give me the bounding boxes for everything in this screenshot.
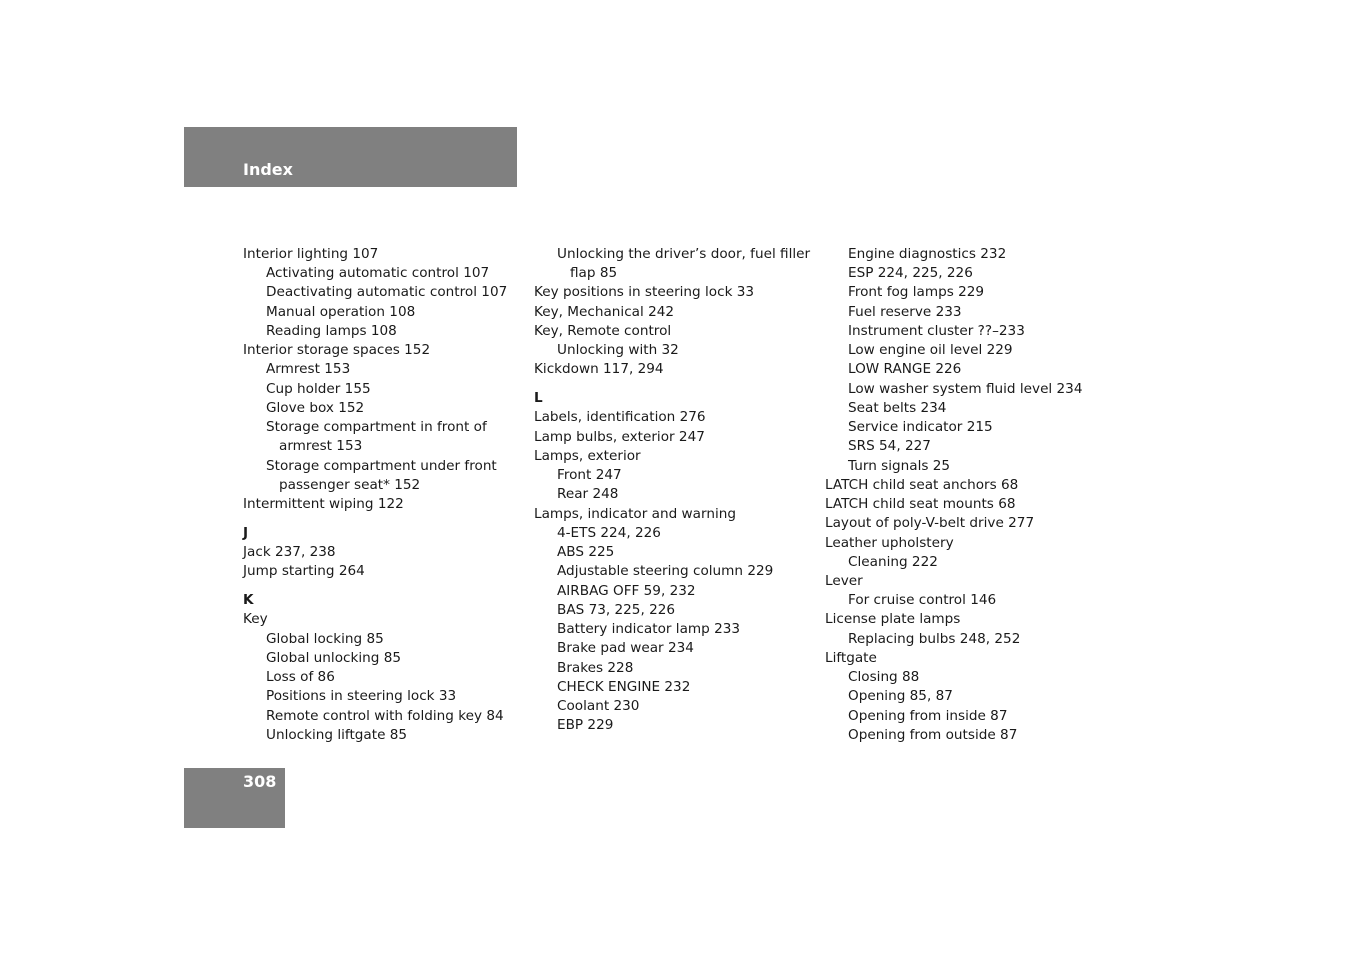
index-header-bar [184, 127, 517, 187]
index-subentry: Global unlocking 85 [266, 649, 401, 666]
index-subentry: SRS 54, 227 [848, 438, 931, 455]
index-subentry: ESP 224, 225, 226 [848, 265, 973, 282]
index-subentry: Global locking 85 [266, 630, 384, 647]
index-subentry: Activating automatic control 107 [266, 265, 490, 282]
index-subentry: Engine diagnostics 232 [848, 246, 1007, 262]
index-subentry: Front fog lamps 229 [848, 284, 985, 301]
index-subentry: Loss of 86 [266, 669, 335, 686]
index-subentry: Remote control with folding key 84 [266, 707, 504, 724]
index-subentry: Cup holder 155 [266, 380, 371, 397]
index-column-2 [534, 245, 819, 735]
page-title: Index [243, 160, 293, 179]
index-entry: Lamp bulbs, exterior 247 [534, 428, 705, 445]
index-subentry: Unlocking liftgate 85 [266, 726, 408, 743]
index-subentry: For cruise control 146 [848, 592, 997, 609]
index-letter-heading: K [243, 592, 254, 609]
index-entry: Layout of poly-V-belt drive 277 [825, 515, 1035, 532]
page-number-box [184, 768, 285, 828]
index-subentry: Coolant 230 [557, 697, 640, 714]
index-entry: Intermittent wiping 122 [243, 496, 404, 513]
index-entry: LATCH child seat anchors 68 [825, 476, 1019, 493]
index-subentry: Replacing bulbs 248, 252 [848, 630, 1021, 647]
index-subentry: Opening 85, 87 [848, 688, 953, 705]
index-subentry: Armrest 153 [266, 361, 351, 378]
index-entry: Leather upholstery [825, 534, 954, 551]
index-subentry: Unlocking the driver’s door, fuel filler [557, 246, 811, 262]
index-entry: Key, Remote control [534, 322, 672, 339]
index-entry: Interior storage spaces 152 [243, 342, 431, 359]
index-subentry: Positions in steering lock 33 [266, 688, 457, 705]
index-subentry: Opening from outside 87 [848, 726, 1018, 743]
index-subentry: Turn signals 25 [848, 457, 951, 474]
index-subentry: Instrument cluster ??–233 [848, 322, 1025, 339]
index-subentry: Storage compartment in front of [266, 419, 487, 436]
index-entry: Key, Mechanical 242 [534, 303, 675, 320]
index-entry: License plate lamps [825, 611, 961, 628]
index-subentry: passenger seat* 152 [279, 476, 421, 493]
index-subentry: EBP 229 [557, 717, 614, 734]
index-subentry: BAS 73, 225, 226 [557, 601, 676, 618]
index-subentry: Reading lamps 108 [266, 322, 397, 339]
index-subentry: Low washer system fluid level 234 [848, 380, 1083, 397]
index-entry: Key positions in steering lock 33 [534, 284, 755, 301]
index-subentry: Rear 248 [557, 486, 619, 503]
index-entry: Jack 237, 238 [243, 544, 336, 561]
index-subentry: LOW RANGE 226 [848, 361, 962, 378]
index-subentry: Fuel reserve 233 [848, 303, 962, 320]
index-subentry: Brake pad wear 234 [557, 640, 694, 657]
index-entry: Key [243, 611, 268, 628]
index-subentry: Closing 88 [848, 669, 920, 686]
index-column-1 [243, 245, 528, 745]
index-subentry: Brakes 228 [557, 659, 634, 676]
index-subentry: Battery indicator lamp 233 [557, 621, 741, 638]
index-subentry: Service indicator 215 [848, 419, 993, 436]
page-number: 308 [243, 772, 277, 791]
index-entry: Kickdown 117, 294 [534, 361, 664, 378]
index-letter-heading: L [534, 390, 543, 407]
index-subentry: 4-ETS 224, 226 [557, 524, 661, 541]
index-subentry: AIRBAG OFF 59, 232 [557, 582, 696, 599]
index-subentry: CHECK ENGINE 232 [557, 678, 691, 695]
index-entry: Liftgate [825, 649, 877, 666]
index-subentry: Opening from inside 87 [848, 707, 1008, 724]
index-entry: Lamps, indicator and warning [534, 505, 736, 522]
index-subentry: Unlocking with 32 [557, 342, 679, 359]
index-subentry: Cleaning 222 [848, 553, 938, 570]
index-column-3 [825, 245, 1110, 745]
index-entry: Labels, identification 276 [534, 409, 706, 426]
index-subentry: ABS 225 [557, 544, 615, 561]
index-entry: Lamps, exterior [534, 447, 641, 464]
index-entry: Lever [825, 572, 863, 589]
index-subentry: Seat belts 234 [848, 399, 947, 416]
index-subentry: Glove box 152 [266, 399, 365, 416]
index-letter-heading: J [243, 524, 249, 541]
index-subentry: Front 247 [557, 467, 622, 484]
index-subentry: Manual operation 108 [266, 303, 416, 320]
index-subentry: Storage compartment under front [266, 457, 497, 474]
index-subentry: Adjustable steering column 229 [557, 563, 774, 580]
index-entry: LATCH child seat mounts 68 [825, 496, 1016, 513]
index-entry: Interior lighting 107 [243, 246, 379, 262]
index-subentry: armrest 153 [279, 438, 363, 455]
index-entry: Jump starting 264 [243, 563, 365, 580]
index-subentry: Deactivating automatic control 107 [266, 284, 508, 301]
index-subentry: Low engine oil level 229 [848, 342, 1013, 359]
index-subentry: flap 85 [570, 265, 618, 282]
